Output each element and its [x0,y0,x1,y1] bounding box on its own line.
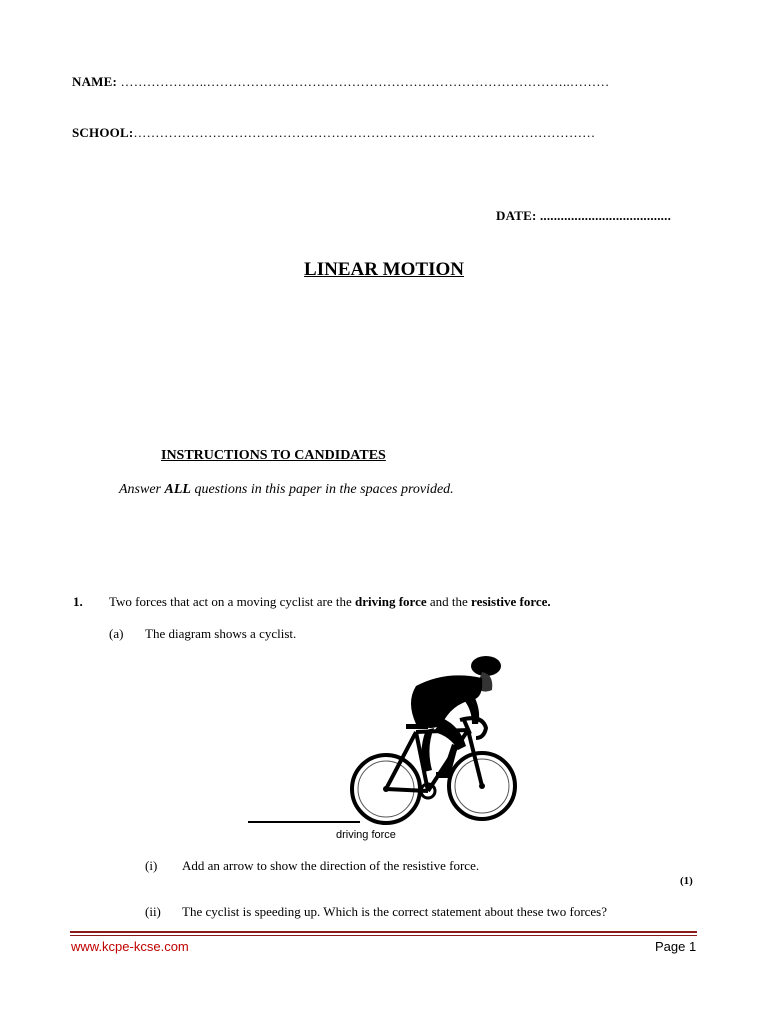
footer-website-link[interactable]: www.kcpe-kcse.com [71,939,189,954]
name-dots: ………………..………………………………………………………………………..……… [120,74,610,89]
instructions-text [119,482,454,498]
date-field[interactable] [496,208,671,224]
question-stem-bold1: driving force [355,594,427,609]
part-a-label: (a) [109,626,124,641]
instructions-text-post: questions in this paper in the spaces provided. [190,482,454,497]
sub-ii-label: (ii) [145,904,161,919]
sub-i-label: (i) [145,858,158,873]
page-number: Page 1 [655,939,697,954]
name-field[interactable] [72,74,610,90]
school-label: SCHOOL: [72,125,134,140]
name-label: NAME: [72,74,118,89]
school-dots: …………………………………………………………………………………………… [133,125,596,140]
instructions-text-pre: Answer [119,482,165,497]
instructions-heading: INSTRUCTIONS TO CANDIDATES [161,448,386,463]
instructions-text-bold: ALL [164,482,191,497]
footer-rule-thick [70,931,697,933]
sub-ii-text: The cyclist is speeding up. Which is the correct statement about these two forces? [182,904,608,919]
date-dots: ...................................... [539,208,672,223]
footer-rule-thin [70,935,697,936]
school-field[interactable] [72,125,595,141]
question-stem-pre: Two forces that act on a moving cyclist are the [109,594,356,609]
question-number: 1. [73,594,83,609]
page-title: LINEAR MOTION [304,259,464,280]
driving-force-label: driving force [336,829,396,841]
question-stem-mid: and the [426,594,472,609]
cyclist-diagram [246,652,521,844]
question-stem-bold2: resistive force. [471,594,551,609]
question-stem [109,594,551,610]
sub-i-text: Add an arrow to show the direction of the resistive force. [182,858,480,873]
date-label: DATE: [496,208,537,223]
part-a-text: The diagram shows a cyclist. [145,626,297,641]
sub-i-marks: (1) [680,875,693,887]
